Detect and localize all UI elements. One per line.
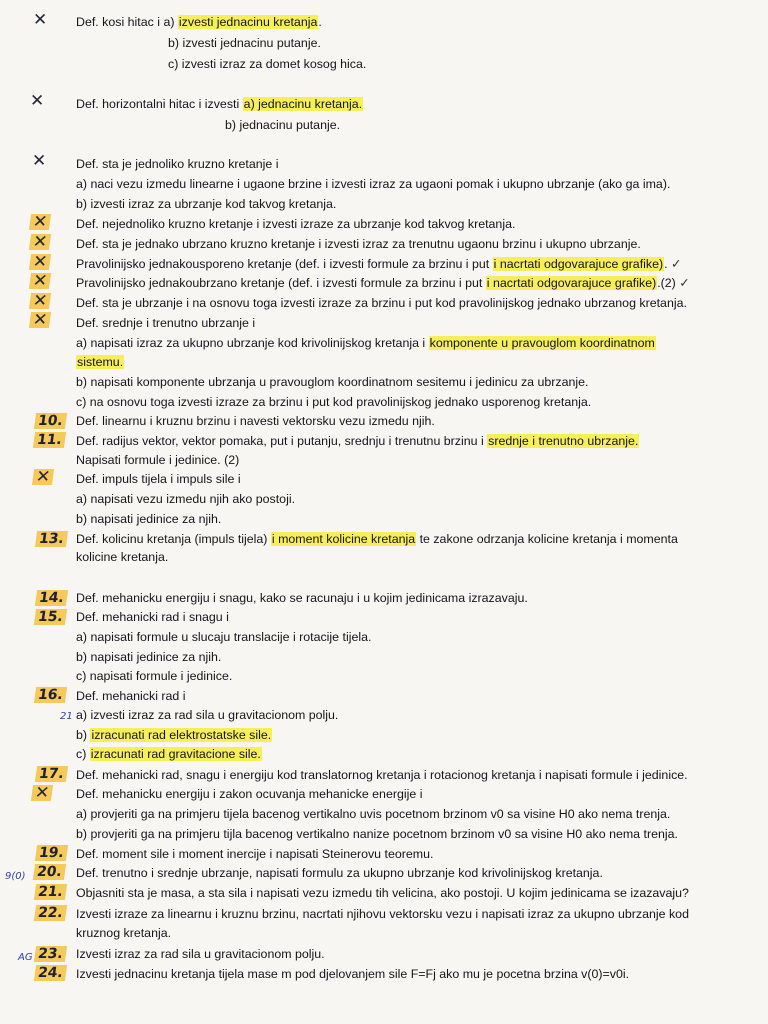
text: Pravolinijsko jednakoubrzano kretanje (def. i izvesti formule za brzinu i put — [76, 276, 486, 290]
question-number: 22. — [34, 905, 67, 921]
cross-mark: ✕ — [32, 469, 54, 485]
question-line: Def. linearnu i kruznu brzinu i navesti vektorsku vezu izmedu njih. — [76, 414, 435, 428]
question-line: Izvesti jednacinu kretanja tijela mase m pod djelovanjem sile F=Fj ako mu je pocetna brzina v(0)=v0i. — [76, 967, 630, 981]
cross-mark: ✕ — [32, 151, 47, 171]
highlighted-text: a) jednacinu kretanja. — [243, 97, 363, 111]
question-line: Izvesti izraze za linearnu i kruznu brzinu, nacrtati njihovu vektorsku vezu i napisati izraz za ukupno ubrzanje kod — [76, 907, 689, 921]
question-line: Def. mehanicku energiju i snagu, kako se racunaju i u kojim jedinicama izrazavaju. — [76, 591, 528, 605]
question-line: Def. srednje i trenutno ubrzanje i — [76, 316, 256, 330]
question-number: 17. — [35, 766, 68, 782]
sub-item — [76, 747, 262, 762]
question-line: Izvesti izraz za rad sila u gravitacionom polju. — [76, 947, 325, 961]
question-number: 19. — [35, 845, 68, 861]
text: Def. kolicinu kretanja (impuls tijela) — [76, 532, 271, 546]
question-line — [76, 97, 363, 112]
highlighted-text: srednje i trenutno ubrzanje. — [488, 434, 639, 448]
check-mark-icon: ✓ — [671, 257, 682, 271]
sub-item: b) provjeriti ga na primjeru tijla bacenog vertikalno nanize pocetnom brzinom v0 sa visine H0 ako nema trenja. — [76, 827, 678, 841]
sub-item — [76, 355, 124, 370]
question-line: Def. mehanicki rad i snagu i — [76, 610, 229, 624]
sub-item: a) napisati vezu izmedu njih ako postoji. — [76, 492, 296, 506]
question-line — [76, 434, 639, 449]
text: Pravolinijsko jednakousporeno kretanje (def. i izvesti formule za brzinu i put — [76, 257, 493, 271]
question-line — [76, 15, 322, 30]
check-mark-icon: ✓ — [679, 276, 690, 290]
sub-item: c) na osnovu toga izvesti izraze za brzinu i put kod pravolinijskog jednako usporenog kretanja. — [76, 395, 592, 409]
sub-item: b) napisati komponente ubrzanja u pravouglom koordinatnom sesitemu i jedinicu za ubrzanje. — [76, 375, 589, 389]
cross-mark: ✕ — [29, 293, 51, 309]
cross-mark: ✕ — [31, 785, 53, 801]
question-number: 21. — [34, 884, 67, 900]
sub-item: b) napisati jedinice za njih. — [76, 512, 222, 526]
sub-item: b) napisati jedinice za njih. — [76, 650, 222, 664]
sub-item — [76, 336, 656, 351]
handwritten-note: 21 — [60, 711, 73, 722]
question-number: 23. — [34, 946, 67, 962]
question-number: 24. — [34, 965, 67, 981]
handwritten-note: 9(0) — [5, 871, 26, 882]
sub-item: b) izvesti jednacinu putanje. — [168, 36, 321, 50]
question-line: Def. sta je jednako ubrzano kruzno kretanje i izvesti izraz za trenutnu ugaonu brzinu i ukupno ubrzanje. — [76, 237, 641, 251]
text: te zakone odrzanja kolicine kretanja i momenta — [416, 532, 678, 546]
text: a) napisati izraz za ukupno ubrzanje kod krivolinijskog kretanja i — [76, 336, 429, 350]
text: .(2) — [657, 276, 676, 290]
text: . — [664, 257, 668, 271]
cross-mark: ✕ — [29, 273, 51, 289]
highlighted-text: komponente u pravouglom koordinatnom — [429, 336, 655, 350]
question-line — [76, 276, 690, 291]
highlighted-text: i nacrtati odgovarajuce grafike) — [486, 276, 657, 290]
text: Def. radijus vektor, vektor pomaka, put i putanju, srednju i trenutnu brzinu i — [76, 434, 488, 448]
sub-item: c) izvesti izraz za domet kosog hica. — [168, 57, 367, 71]
highlighted-text: izracunati rad elektrostatske sile. — [91, 728, 272, 742]
cross-mark: ✕ — [33, 10, 48, 30]
question-number: 20. — [33, 864, 66, 880]
cross-mark: ✕ — [29, 312, 51, 328]
cross-mark: ✕ — [29, 254, 51, 270]
text: b) — [76, 728, 91, 742]
text: . — [318, 15, 322, 29]
question-number: 15. — [34, 609, 67, 625]
question-number: 10. — [34, 413, 67, 429]
cross-mark: ✕ — [29, 214, 51, 230]
text: Def. horizontalni hitac i izvesti — [76, 97, 243, 111]
question-line: Def. sta je ubrzanje i na osnovu toga izvesti izraze za brzinu i put kod pravolinijskog jednako ubrzanog kretanja. — [76, 296, 687, 310]
question-line: Def. nejednoliko kruzno kretanje i izvesti izraze za ubrzanje kod takvog kretanja. — [76, 217, 516, 231]
highlighted-text: i nacrtati odgovarajuce grafike) — [493, 257, 664, 271]
cross-mark: ✕ — [30, 91, 45, 111]
highlighted-text: i moment kolicine kretanja — [271, 532, 416, 546]
question-line: Def. mehanicki rad i — [76, 689, 186, 703]
text: Def. kosi hitac i a) — [76, 15, 178, 29]
question-line: Def. mehanicki rad, snagu i energiju kod translatornog kretanja i rotacionog kretanja i napisati formule i jedinice. — [76, 768, 688, 782]
question-line: Def. mehanicku energiju i zakon ocuvanja mehanicke energije i — [76, 787, 423, 801]
sub-item — [76, 728, 272, 743]
sub-item: a) napisati formule u slucaju translacije i rotacije tijela. — [76, 630, 372, 644]
question-line: Def. sta je jednoliko kruzno kretanje i — [76, 157, 279, 171]
question-line: Objasniti sta je masa, a sta sila i napisati vezu izmedu tih velicina, ako postoji. U kojim jedinicama se izazavaju? — [76, 886, 689, 900]
question-number: 16. — [34, 687, 67, 703]
highlighted-text: sistemu. — [77, 355, 124, 369]
sub-item: b) jednacinu putanje. — [225, 118, 341, 132]
question-line: Def. impuls tijela i impuls sile i — [76, 472, 241, 486]
sub-item: a) provjeriti ga na primjeru tijela bacenog vertikalno uvis pocetnom brzinom v0 sa visine H0 ako nema trenja. — [76, 807, 671, 821]
sub-item: a) izvesti izraz za rad sila u gravitacionom polju. — [76, 708, 339, 722]
question-line: Def. trenutno i srednje ubrzanje, napisati formulu za ukupno ubrzanje kod krivolinijskog kretanja. — [76, 866, 603, 880]
sub-item: Napisati formule i jedinice. (2) — [76, 453, 240, 467]
sub-item: c) napisati formule i jedinice. — [76, 669, 233, 683]
sub-item: kolicine kretanja. — [76, 550, 169, 564]
question-number: 14. — [35, 590, 68, 606]
sub-item: b) izvesti izraz za ubrzanje kod takvog kretanja. — [76, 197, 337, 211]
highlighted-text: izvesti jednacinu kretanja — [178, 15, 318, 29]
question-line: Def. moment sile i moment inercije i napisati Steinerovu teoremu. — [76, 847, 434, 861]
text: c) — [76, 747, 90, 761]
cross-mark: ✕ — [29, 234, 51, 250]
question-number: 13. — [35, 531, 68, 547]
question-line — [76, 257, 681, 272]
question-number: 11. — [33, 432, 66, 448]
sub-item: a) naci vezu izmedu linearne i ugaone brzine i izvesti izraz za ugaoni pomak i ukupno ubrzanje (ako ga ima). — [76, 177, 671, 191]
question-line — [76, 532, 678, 547]
handwritten-note: AG — [18, 952, 33, 963]
highlighted-text: izracunati rad gravitacione sile. — [90, 747, 261, 761]
sub-item: kruznog kretanja. — [76, 926, 172, 940]
